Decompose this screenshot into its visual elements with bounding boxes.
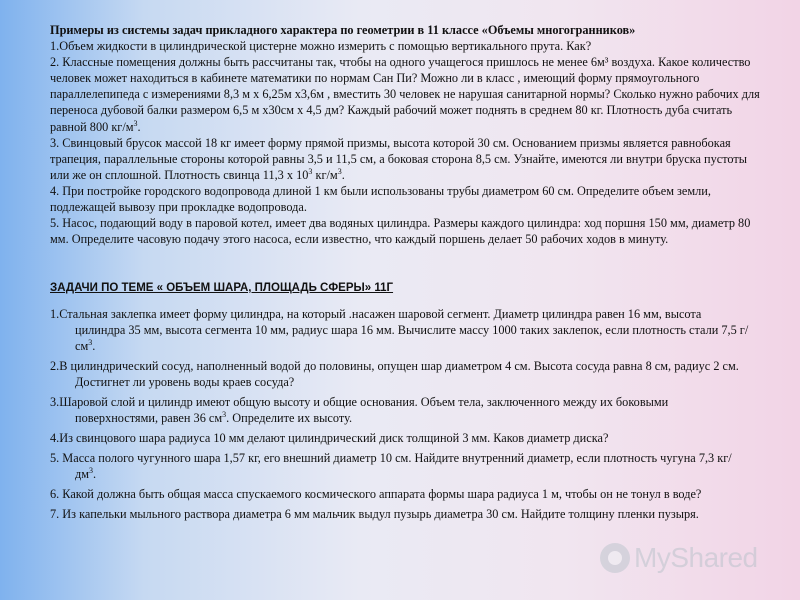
part2-task-6: 6. Какой должна быть общая масса спускаемого космического аппарата формы шара радиуса 1 м, чтобы он не тонул в воде?: [50, 487, 702, 501]
part1-problem-3: 3. Свинцовый брусок массой 18 кг имеет форму прямой призмы, высота которой 30 см. Основанием призмы является равнобокая трапеция, параллельные стороны которой равны 3,5 и 11,5 см, а боковая сторона 8,5 см. Узнайте, имеются ли внутри бруска пустоты или же он сплошной. Плотность свинца 11,3 х $10^3$ $кг/м^3$.: [50, 135, 748, 182]
part1-problem-1: 1.Объем жидкости в цилиндрической цистерне можно измерить с помощью вертикального прута. Как?: [50, 39, 592, 54]
part2-task-3: 3.Шаровой слой и цилиндр имеют общую высоту и общие основания. Объем тела, заключенного между их боковыми поверхностями, равен 36 $см^3$. Определите их высоту.: [50, 395, 669, 425]
part1-block: [50, 22, 762, 247]
myshared-logo-icon: [600, 543, 630, 573]
part2-block: [50, 306, 750, 526]
part1-problem-4: 4. При постройке городского водопровода длиной 1 км были использованы трубы диаметром 60 см. Определите объем земли, подлежащей вывозу при прокладке водопровода.: [50, 183, 711, 215]
part2-task-4: 4.Из свинцового шара радиуса 10 мм делают цилиндрический диск толщиной 3 мм. Каков диаметр диска?: [50, 431, 609, 445]
myshared-watermark: [600, 538, 770, 578]
part2-heading: ЗАДАЧИ ПО ТЕМЕ « ОБЪЕМ ШАРА, ПЛОЩАДЬ СФЕРЫ» 11Г: [50, 282, 394, 294]
part1-problem-5: 5. Насос, подающий воду в паровой котел, имеет два водяных цилиндра. Размеры каждого цилиндра: ход поршня 150 мм, диаметр 80 мм. Определите часовую подачу этого насоса, если известно, что каждый поршень делает 50 рабочих ходов в минуту.: [50, 216, 751, 247]
part2-task-5: 5. Масса полого чугунного шара 1,57 кг, его внешний диаметр 10 см. Найдите внутренний диаметр, если плотность чугуна 7,3 $кг/дм^3$.: [50, 451, 732, 481]
part2-task-2: 2.В цилиндрический сосуд, наполненный водой до половины, опущен шар диаметром 4 см. Высота сосуда равна 8 см, радиус 2 см. Достигнет ли уровень воды краев сосуда?: [50, 359, 739, 389]
part1-problem-2: 2. Классные помещения должны быть рассчитаны так, чтобы на одного учащегося пришлось не менее 6м³ воздуха. Какое количество человек может находиться в кабинете математики по нормам Сан Пи? Можно ли в класс , имеющий форму прямоугольного параллелепипеда с измерениями 8,3 м х 6,25м х3,6м , вместить 30 человек не нарушая санитарной нормы? Сколько нужно рабочих для переноса дубовой балки размером 6,5 м х30см х 4,5 дм? Каждый рабочий может поднять в среднем 80 кг. Плотность дуба считать равной 800 $кг/м^3$.: [50, 55, 760, 134]
part2-task-7: 7. Из капельки мыльного раствора диаметра 6 мм мальчик выдул пузырь диаметра 30 см. Найдите толщину пленки пузыря.: [50, 507, 699, 521]
part2-task-1: 1.Стальная заклепка имеет форму цилиндра, на который .насажен шаровой сегмент. Диаметр цилиндра равен 16 мм, высота цилиндра 35 мм, высота сегмента 10 мм, радиус шара 16 мм. Вычислите массу 1000 таких заклепок, если плотность стали 7,5 $г/см^3$.: [50, 307, 749, 353]
part1-title: Примеры из системы задач прикладного характера по геометрии в 11 классе «Объемы многогранников»: [50, 23, 636, 37]
watermark-text: MyShared: [634, 542, 758, 573]
